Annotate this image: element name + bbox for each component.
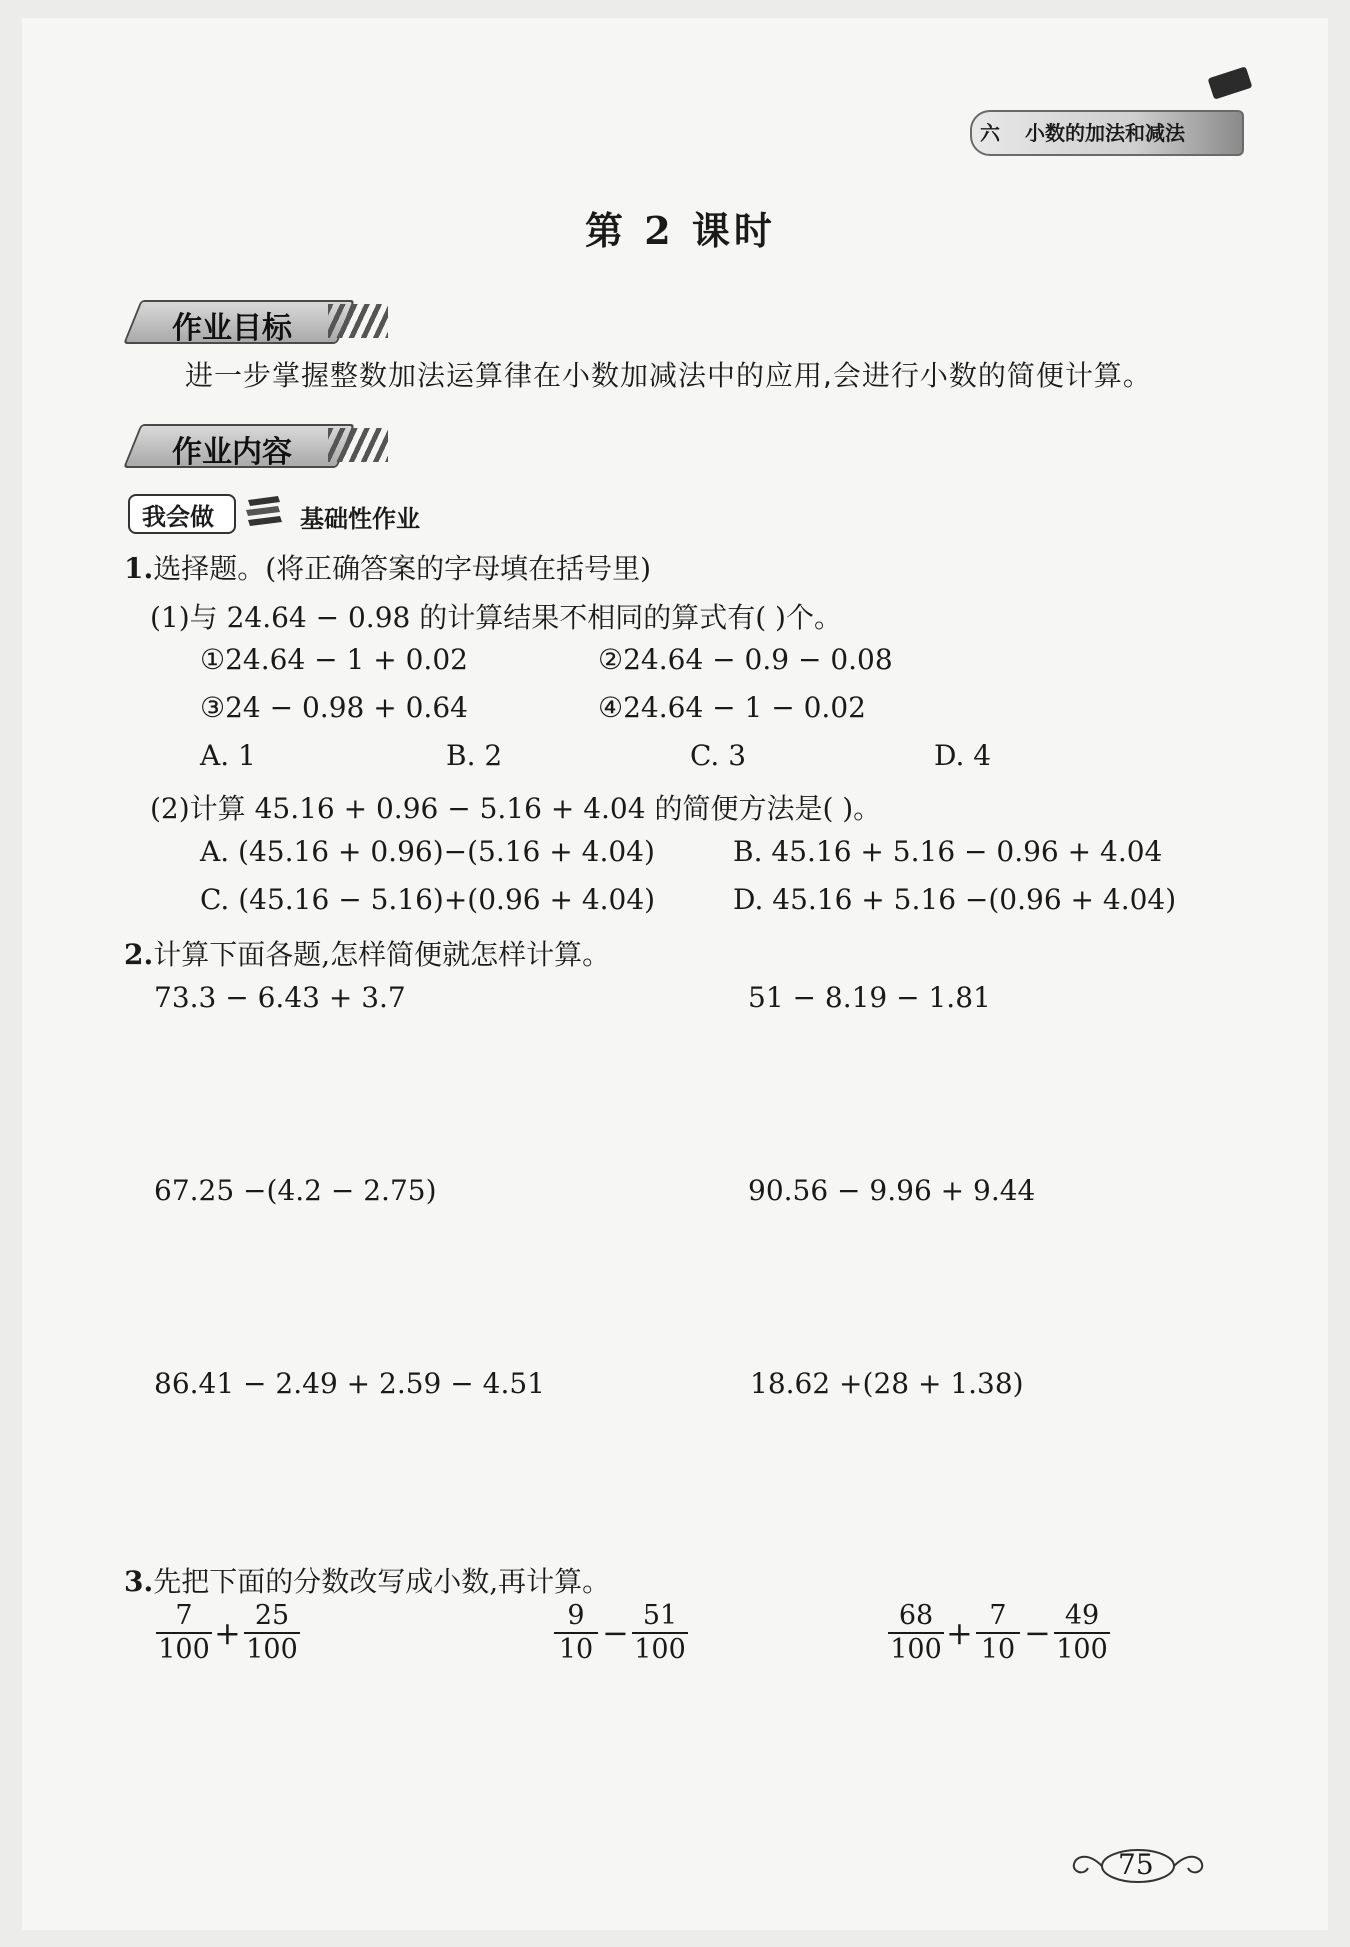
fraction-numerator: 7: [175, 1600, 193, 1631]
page-number: 75: [1118, 1848, 1154, 1881]
operator: +: [214, 1614, 241, 1652]
q1-sub1-option: C. 3: [690, 739, 747, 772]
section-tag-stripes: [328, 428, 388, 462]
q2-expression: 67.25 −(4.2 − 2.75): [154, 1174, 437, 1207]
fraction-numerator: 49: [1064, 1600, 1100, 1631]
q1-number: 1.: [124, 552, 154, 585]
lesson-title: 第 2 课时: [585, 208, 776, 253]
fraction: [888, 1600, 944, 1666]
q1-text: 选择题。(将正确答案的字母填在括号里): [153, 552, 652, 585]
q1-sub1-item: ③24 − 0.98 + 0.64: [200, 691, 468, 724]
q2-text: 计算下面各题,怎样简便就怎样计算。: [153, 938, 611, 971]
basic-badge-label: 我会做: [142, 503, 214, 531]
q1-sub1-item: ②24.64 − 0.9 − 0.08: [598, 643, 893, 676]
q1-sub2-stem: (2)计算 45.16 + 0.96 − 5.16 + 4.04 的简便方法是( )。: [150, 792, 882, 825]
q1-sub2-option: B. 45.16 + 5.16 − 0.96 + 4.04: [733, 835, 1163, 868]
fraction: [1054, 1600, 1110, 1666]
fraction-denominator: 10: [558, 1634, 594, 1665]
q3-heading: [124, 1560, 610, 1600]
q2-expression: 86.41 − 2.49 + 2.59 − 4.51: [154, 1367, 545, 1400]
q2-expression: 51 − 8.19 − 1.81: [748, 981, 991, 1014]
fraction-denominator: 100: [1056, 1634, 1108, 1665]
q1-sub2-option: C. (45.16 − 5.16)+(0.96 + 4.04): [200, 883, 656, 916]
fraction-numerator: 51: [642, 1600, 678, 1631]
operator: −: [1024, 1614, 1051, 1652]
q1-sub1-stem: (1)与 24.64 − 0.98 的计算结果不相同的算式有( )个。: [150, 601, 842, 634]
fraction-numerator: 25: [254, 1600, 290, 1631]
books-icon: [244, 492, 284, 528]
fraction-numerator: 7: [989, 1600, 1007, 1631]
q1-sub2-option: A. (45.16 + 0.96)−(5.16 + 4.04): [200, 835, 655, 868]
section-goal-label: 作业目标: [172, 311, 292, 346]
goal-text: 进一步掌握整数加法运算律在小数加减法中的应用,会进行小数的简便计算。: [185, 359, 1152, 392]
fraction: [554, 1600, 598, 1666]
q2-expression: 90.56 − 9.96 + 9.44: [748, 1174, 1036, 1207]
section-content-label: 作业内容: [172, 435, 292, 470]
fraction-denominator: 100: [890, 1634, 942, 1665]
q1-heading: [124, 547, 651, 587]
q1-sub1-item: ①24.64 − 1 + 0.02: [200, 643, 468, 676]
q1-sub1-option: B. 2: [446, 739, 503, 772]
fraction-denominator: 100: [158, 1634, 210, 1665]
fraction-denominator: 100: [634, 1634, 686, 1665]
fraction-denominator: 100: [246, 1634, 298, 1665]
basic-title: 基础性作业: [300, 505, 420, 533]
fraction-numerator: 9: [567, 1600, 585, 1631]
fraction: [156, 1600, 212, 1666]
q3-text: 先把下面的分数改写成小数,再计算。: [153, 1565, 611, 1598]
fraction: [244, 1600, 300, 1666]
section-tag-stripes: [328, 304, 388, 338]
q1-sub1-option: A. 1: [200, 739, 256, 772]
q2-number: 2.: [124, 938, 154, 971]
section-tag-goal: [132, 300, 402, 344]
operator: +: [946, 1614, 973, 1652]
fraction-denominator: 10: [980, 1634, 1016, 1665]
fraction-numerator: 68: [898, 1600, 934, 1631]
operator: −: [602, 1614, 629, 1652]
fraction: [976, 1600, 1020, 1666]
q2-heading: [124, 933, 610, 973]
q2-expression: 73.3 − 6.43 + 3.7: [154, 981, 406, 1014]
q3-number: 3.: [124, 1565, 154, 1598]
section-tag-content: [132, 424, 402, 468]
fraction: [632, 1600, 688, 1666]
chapter-number: 六: [980, 121, 1000, 145]
q1-sub1-item: ④24.64 − 1 − 0.02: [598, 691, 866, 724]
q1-sub1-option: D. 4: [934, 739, 992, 772]
q2-expression: 18.62 +(28 + 1.38): [750, 1367, 1024, 1400]
chapter-title: 小数的加法和减法: [1025, 121, 1185, 145]
q1-sub2-option: D. 45.16 + 5.16 −(0.96 + 4.04): [733, 883, 1177, 916]
